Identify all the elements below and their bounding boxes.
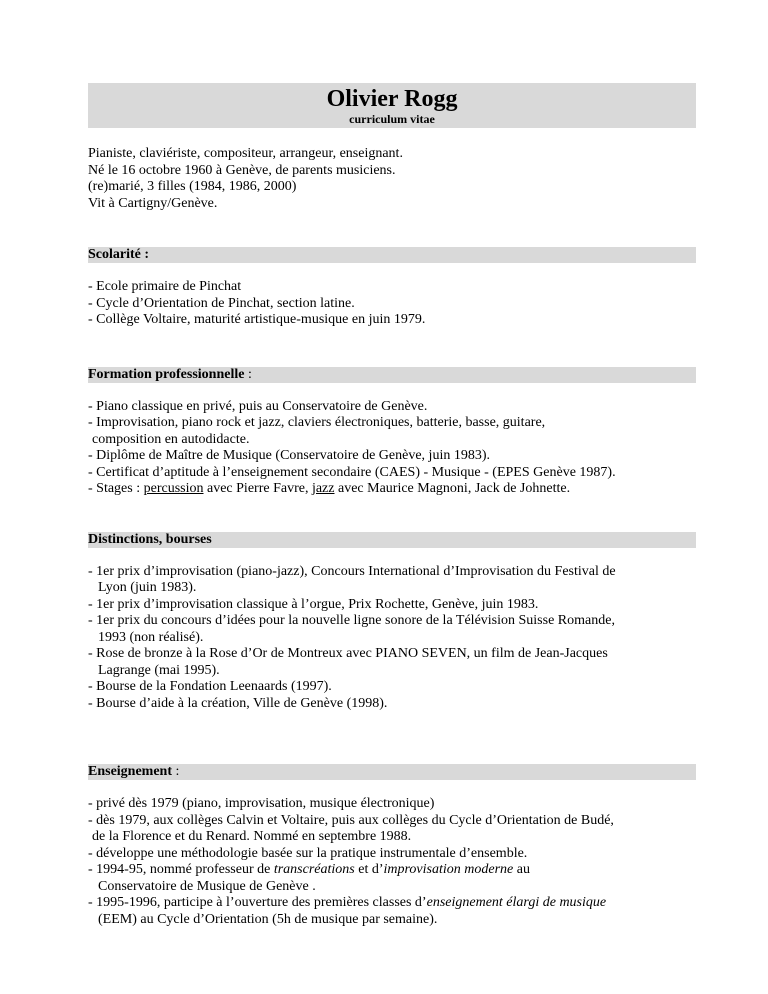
scolarite-list — [88, 279, 696, 329]
list-item: - 1994-95, nommé professeur de transcréations et d’improvisation moderne au — [88, 862, 530, 877]
list-item-continuation: (EEM) au Cycle d’Orientation (5h de musique par semaine). — [98, 911, 438, 927]
section-heading-formation: Formation professionnelle : — [88, 367, 696, 383]
list-item-continuation: 1993 (non réalisé). — [98, 629, 204, 645]
section-heading-enseignement: Enseignement : — [88, 764, 696, 780]
page-title: Olivier Rogg — [326, 86, 458, 112]
percussion-underlined: percussion — [143, 481, 204, 496]
list-item: - développe une méthodologie basée sur la pratique instrumentale d’ensemble. — [88, 845, 528, 861]
intro-block — [88, 146, 696, 212]
page-subtitle: curriculum vitae — [349, 112, 435, 126]
intro-line: Pianiste, claviériste, compositeur, arrangeur, enseignant. — [88, 146, 403, 161]
enseignement-list — [88, 796, 696, 928]
cv-page — [88, 83, 696, 928]
list-item-continuation: de la Florence et du Renard. Nommé en septembre 1988. — [92, 829, 412, 844]
list-item: - Ecole primaire de Pinchat — [88, 279, 242, 294]
list-item-continuation: Lagrange (mai 1995). — [98, 662, 220, 678]
list-item: - 1er prix d’improvisation classique à l’orgue, Prix Rochette, Genève, juin 1983. — [88, 596, 539, 612]
jazz-underlined: jazz — [311, 481, 335, 496]
list-item-continuation: composition en autodidacte. — [92, 431, 250, 447]
intro-line: Vit à Cartigny/Genève. — [88, 195, 218, 211]
list-item: - Rose de bronze à la Rose d’Or de Montreux avec PIANO SEVEN, un film de Jean-Jacques — [88, 646, 608, 661]
list-item: - Certificat d’aptitude à l’enseignement secondaire (CAES) - Musique - (EPES Genève 1987). — [88, 464, 616, 480]
list-item: - Diplôme de Maître de Musique (Conservatoire de Genève, juin 1983). — [88, 448, 491, 463]
intro-line: (re)marié, 3 filles (1984, 1986, 2000) — [88, 179, 297, 194]
section-heading-distinctions: Distinctions, bourses — [88, 532, 696, 548]
title-banner — [88, 83, 696, 128]
intro-line: Né le 16 octobre 1960 à Genève, de parents musiciens. — [88, 162, 396, 178]
list-item-continuation: Lyon (juin 1983). — [98, 580, 197, 595]
list-item: - dès 1979, aux collèges Calvin et Voltaire, puis aux collèges du Cycle d’Orientation de Budé, — [88, 812, 614, 828]
list-item-stages: - Stages : percussion avec Pierre Favre, jazz avec Maurice Magnoni, Jack de Johnette. — [88, 481, 571, 496]
formation-list — [88, 399, 696, 498]
distinctions-list — [88, 564, 696, 713]
list-item: - 1er prix d’improvisation (piano-jazz), Concours International d’Improvisation du Festival de — [88, 563, 616, 579]
list-item: - Improvisation, piano rock et jazz, claviers électroniques, batterie, basse, guitare, — [88, 415, 546, 430]
list-item: - Collège Voltaire, maturité artistique-musique en juin 1979. — [88, 312, 426, 327]
section-heading-scolarite: Scolarité : — [88, 247, 696, 263]
list-item: - 1er prix du concours d’idées pour la nouvelle ligne sonore de la Télévision Suisse Romande, — [88, 613, 615, 628]
list-item: - Bourse de la Fondation Leenaards (1997). — [88, 679, 332, 694]
list-item-continuation: Conservatoire de Musique de Genève . — [98, 878, 316, 894]
list-item: - 1995-1996, participe à l’ouverture des premières classes d’enseignement élargi de musique — [88, 895, 607, 910]
list-item: - Bourse d’aide à la création, Ville de Genève (1998). — [88, 695, 388, 711]
list-item: - Piano classique en privé, puis au Conservatoire de Genève. — [88, 398, 428, 414]
list-item: - Cycle d’Orientation de Pinchat, section latine. — [88, 295, 355, 311]
list-item: - privé dès 1979 (piano, improvisation, musique électronique) — [88, 796, 435, 811]
